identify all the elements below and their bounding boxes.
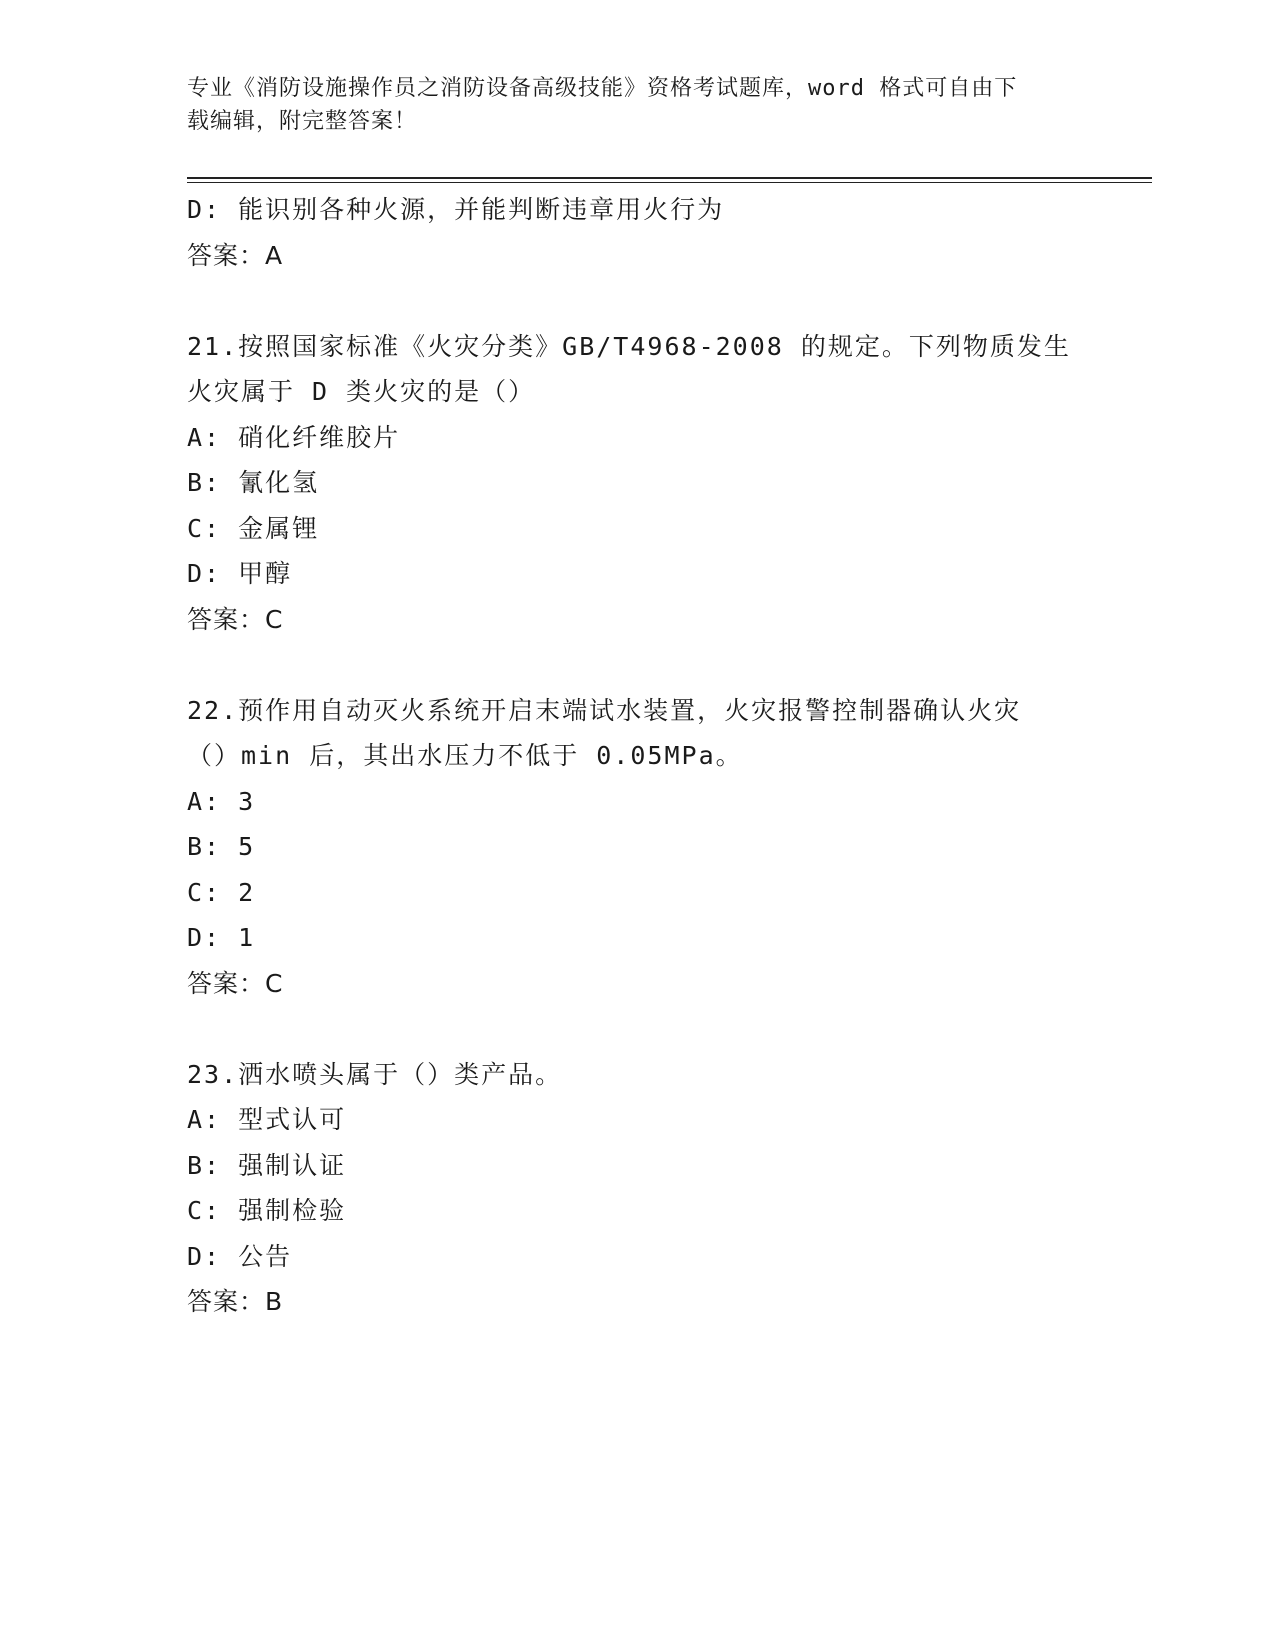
option-c: C: 强制检验 [187, 1196, 347, 1225]
option-b: B: 5 [187, 832, 256, 861]
option-a: A: 硝化纤维胶片 [187, 422, 401, 452]
option-d: D: 公告 [187, 1241, 293, 1271]
option-b: B: 强制认证 [187, 1150, 347, 1180]
question-stem-line-2: 火灾属于 D 类火灾的是（） [187, 377, 536, 406]
answer: 答案：C [187, 604, 284, 634]
spacer [187, 642, 1087, 688]
header-line-1: 专业《消防设施操作员之消防设备高级技能》资格考试题库，word 格式可自由下 [187, 76, 1018, 101]
question-stem-line-1: 23.洒水喷头属于（）类产品。 [187, 1059, 563, 1089]
document-header [187, 72, 1067, 138]
question-stem-line-1: 22.预作用自动灭火系统开启末端试水装置，火灾报警控制器确认火灾 [187, 695, 1022, 725]
answer: 答案：C [187, 968, 284, 998]
option-b: B: 氰化氢 [187, 468, 320, 497]
option-a: A: 型式认可 [187, 1105, 347, 1134]
option-d: D: 甲醇 [187, 559, 293, 588]
question-22 [187, 688, 1087, 1007]
option-d: D: 1 [187, 923, 256, 952]
spacer [187, 278, 1087, 324]
header-divider-thin [187, 182, 1152, 183]
question-stem-line-1: 21.按照国家标准《火灾分类》GB/T4968-2008 的规定。下列物质发生 [187, 331, 1071, 361]
option-a: A: 3 [187, 786, 256, 816]
header-line-2: 载编辑，附完整答案！ [187, 109, 418, 134]
spacer [187, 1006, 1087, 1052]
answer: 答案：B [187, 1287, 284, 1316]
prev-option-d: D: 能识别各种火源，并能判断违章用火行为 [187, 195, 725, 224]
question-21 [187, 324, 1087, 643]
option-c: C: 金属锂 [187, 513, 320, 543]
header-divider-thick [187, 177, 1152, 179]
question-23 [187, 1052, 1087, 1325]
prev-answer: 答案：A [187, 240, 284, 270]
question-stem-line-2: （）min 后，其出水压力不低于 0.05MPa。 [187, 741, 743, 770]
option-c: C: 2 [187, 877, 256, 907]
question-list [187, 187, 1087, 1325]
